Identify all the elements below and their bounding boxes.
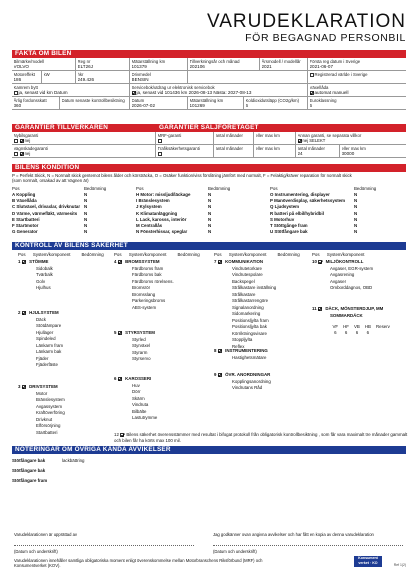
pos-number: 5 (114, 330, 117, 335)
component: Styrarm (132, 349, 148, 355)
value[interactable]: 101379 (131, 64, 147, 69)
note-value: lackbättring (62, 458, 85, 463)
value[interactable]: 2021 (261, 64, 272, 69)
value[interactable]: 6 (245, 103, 249, 108)
checkbox-ja[interactable] (132, 91, 136, 95)
note-label: Stötfångare bak (12, 458, 46, 463)
label: Euroklassning (309, 98, 337, 103)
section-noteringar: NOTERINGAR OM ÖVRIGA KÄNDA AVVIKELSER (12, 446, 406, 454)
kondition-table (12, 186, 406, 244)
tyre-header: VF (332, 324, 339, 329)
section-fakta: FAKTA OM BILEN (12, 50, 406, 58)
item-name: J Kylsystem (136, 204, 162, 210)
system-ovr-anordningar (214, 372, 271, 392)
checkbox-ja[interactable] (298, 139, 302, 143)
label: Nybilsgaranti (13, 133, 39, 138)
component: Styrservo (132, 356, 151, 361)
component: Bilbälte (132, 408, 147, 414)
component: Hjulhus (36, 285, 51, 290)
pos-number: 3 (18, 384, 21, 389)
label: eller max km (341, 146, 366, 151)
checkbox[interactable] (118, 377, 122, 381)
label: Trafiksäkerhetsgaranti (157, 146, 200, 151)
pos-header: Pos (214, 252, 222, 257)
label: Motoreffekt (13, 72, 35, 77)
value[interactable]: ELT26J (77, 64, 93, 69)
bed-header: Bedömning (208, 186, 231, 191)
label: Drivmedel (131, 72, 151, 77)
checkbox-nej[interactable] (20, 152, 24, 156)
value[interactable]: 360 (13, 103, 22, 108)
component: Vindruta (132, 402, 149, 407)
title-sub: FÖR BEGAGNAD PERSONBIL (245, 32, 406, 44)
item-name: A Koppling (12, 192, 36, 198)
value[interactable]: 202106 (189, 64, 205, 69)
system-heading (18, 259, 53, 266)
checkbox[interactable] (218, 260, 222, 264)
bed-header: Bedömning (277, 252, 300, 257)
kondition-legend (12, 173, 406, 184)
component: Färdbroms bak (132, 272, 162, 277)
system-name: STYRSYSTEM (125, 330, 155, 335)
component: Startbatteri (36, 429, 58, 435)
label: MRF-garanti (157, 133, 182, 138)
bed-header: Bedömning (81, 252, 104, 257)
label: Tillverkningsår och månad (189, 59, 240, 64)
component: Vindrutetorkare (232, 265, 262, 271)
component: Stoppljylta (232, 337, 253, 342)
checkbox[interactable] (120, 433, 124, 437)
component: Styrväxel (132, 343, 151, 348)
item-grade: N (84, 210, 88, 216)
label: Mätarställning km (131, 59, 166, 64)
item-name: I Bränslesystem (136, 198, 170, 204)
pos-header: Pos (136, 186, 144, 191)
tyre-value[interactable]: 6 (344, 330, 348, 335)
value: automat manuell (314, 90, 349, 95)
system-heading (214, 372, 271, 379)
component: Positionsljylta bak (232, 324, 267, 329)
item-name: B Växellåda (12, 198, 37, 204)
kontroll-header-1 (18, 252, 104, 259)
item-name: F Startmotor (12, 222, 39, 228)
item-name: U Stötfångare bak (270, 229, 308, 235)
item-grade: N (354, 204, 358, 210)
footer-disclaimer: Varudeklarationen innehåller samtliga obligatoriska moment enligt överenskommelse mellan Motorbranschens Riksförbund (MRF) och Konsumentverket (KOV). (14, 558, 263, 568)
sys-header: System/komponent (326, 252, 365, 257)
pos-number: 8 (214, 348, 217, 353)
item-grade: N (208, 198, 212, 204)
pos-number: 7 (214, 259, 217, 264)
tyre-value[interactable] (373, 330, 392, 336)
component: Motor (36, 390, 48, 396)
component: Hastighetsmätare (232, 354, 267, 360)
fakta-grid (12, 58, 406, 110)
value: nej (24, 151, 31, 156)
item-name: E Startbatteri (12, 216, 40, 222)
note-label: Stötfångare bak (12, 468, 46, 473)
system-name: STÖMME (29, 259, 49, 264)
annan-options (298, 138, 405, 143)
checkbox-ja[interactable] (14, 139, 18, 143)
component: Skärm (132, 395, 145, 401)
item-name: R batteri på elbil/hybridbil (270, 210, 324, 216)
value[interactable]: 249.426 (77, 77, 95, 82)
date-signature-right: (Datum och underskrift) (213, 549, 257, 554)
system-instrumentering (214, 348, 268, 361)
garanti-grid (12, 132, 406, 158)
component: Lastutrymme (132, 415, 158, 420)
item-name: H Motor: missljud/läckage (136, 192, 191, 198)
item-grade: N (84, 216, 88, 222)
item-grade: N (208, 222, 212, 228)
approval-label: Jag godkänner ovan angivna avvikelser och har fått en kopia av denna varudeklaration (213, 532, 374, 537)
label: Servicebok/utdrag ur elektronisk servicebok (131, 85, 215, 90)
kondition-item[interactable] (136, 229, 228, 235)
label: Reg nr (77, 59, 91, 64)
component: Dörr (132, 389, 141, 394)
tyre-type: SOMMARDÄCK (330, 312, 363, 318)
value[interactable]: 6 (309, 103, 313, 108)
checkbox[interactable] (22, 311, 26, 315)
item-grade: N (84, 222, 88, 228)
label: Årsmodell / modellår (261, 59, 301, 64)
checkbox[interactable] (118, 331, 122, 335)
kondition-col-b (136, 186, 231, 235)
item-name: G Generator (12, 229, 38, 235)
kontroll-header-4 (312, 252, 365, 259)
checkbox[interactable] (218, 349, 222, 353)
label: Första reg datum i Sverige (309, 59, 361, 64)
value[interactable]: 2021-06-07 (309, 64, 333, 69)
checkbox-ja[interactable] (14, 91, 18, 95)
checkbox[interactable] (318, 260, 322, 264)
label: Vagnskadegaranti (13, 146, 48, 151)
system-karosseri (114, 376, 157, 422)
tyre-table (330, 324, 392, 336)
system-name: INSTRUMENTERING (225, 348, 268, 353)
title-main: VARUDEKLARATION (206, 11, 406, 32)
component: Vindrutans Råd (232, 385, 263, 390)
system-drivsystem (18, 384, 65, 436)
system-name: DRIVSYSTEM (29, 384, 58, 389)
system-kommunikation (214, 259, 276, 350)
tyre-value[interactable]: 6 (355, 330, 359, 335)
item-grade: N (208, 229, 212, 235)
value: ja, senast vid 101436 km 2026-08-13 Nästa: 2027-08-13 (136, 90, 252, 95)
item-name: Q Ljudsystem (270, 204, 300, 210)
component: Parkeringsbroms (132, 298, 166, 303)
component: Strålkastarrengöre (232, 298, 269, 303)
component: Elförsörjning (36, 423, 61, 428)
item-grade: N (208, 210, 212, 216)
system-sakerhet-protokoll (114, 432, 408, 443)
legend-text-2: (som normalt, orsakad av att Vagnen är) (12, 178, 89, 184)
checkbox[interactable] (218, 373, 222, 377)
item-grade: N (354, 192, 358, 198)
component: Kopplingsanordning (232, 378, 271, 384)
tyre-value[interactable]: 6 (366, 330, 370, 335)
item-grade: N (84, 192, 88, 198)
value[interactable]: 24 (297, 151, 303, 156)
bed-header: Bedömning (354, 186, 377, 191)
component: Positionsljylta fram (232, 317, 269, 323)
tyre-header: VB (353, 324, 360, 329)
system-heading (312, 306, 383, 313)
system-dack (312, 306, 383, 319)
pos-number: 6 (114, 376, 117, 381)
konsumentverket-logo: Konsument verket · KO (354, 556, 382, 567)
value[interactable]: 186 (13, 77, 22, 82)
note-row[interactable] (12, 456, 406, 466)
checkbox[interactable] (158, 139, 162, 143)
prepared-by-label: Varudeklarationen är upprättad av (14, 532, 78, 537)
value[interactable]: 101269 (189, 103, 205, 108)
component: Backspegel (232, 278, 255, 284)
item-grade: N (84, 204, 88, 210)
item-grade: N (354, 222, 358, 228)
tyre-header: Reserv (375, 324, 390, 329)
component: Sidobalk (36, 265, 53, 271)
component: Däck (36, 316, 47, 322)
component: Färdbroms rörelsens. (132, 278, 174, 284)
value[interactable]: 30000 (341, 151, 355, 156)
component: Bränslesystem (36, 397, 65, 402)
pos-number: 11 (312, 306, 317, 311)
tyre-value[interactable]: 6 (334, 330, 337, 335)
component: Körriktningsvisare (232, 330, 267, 336)
item-name: S Motorhuv (270, 216, 295, 222)
section-garanti-tillverkaren: GARANTIER TILLVERKAREN (12, 124, 158, 132)
signature-line-left[interactable] (14, 545, 194, 546)
item-name: C Slutväxel, drivaxlar, drivknutar (12, 204, 81, 210)
component: Länkarm bak (36, 349, 62, 354)
pos-header: Pos (12, 186, 20, 191)
component: Spindeled (36, 336, 56, 341)
label: antal månader (297, 146, 325, 151)
item-name: K Klimatanläggning (136, 210, 178, 216)
system-heading (214, 348, 268, 355)
system-heading (18, 310, 63, 317)
pos-header: Pos (312, 252, 320, 257)
pos-number: 2 (18, 310, 21, 315)
checkbox-ja[interactable] (14, 152, 18, 156)
tyre-value-row (330, 330, 392, 336)
component: Styrled (132, 336, 146, 342)
pos-number: 9 (214, 372, 217, 377)
label: Registrerad världe i Sverige (314, 72, 368, 77)
component: Kraftöverföring (36, 410, 65, 415)
item-grade: N (84, 198, 88, 204)
item-grade: N (208, 192, 212, 198)
component: Länkarm fram (36, 342, 64, 348)
label: eller max km (255, 146, 280, 151)
label: Koldioxidutsläpp (CO2g/km) (245, 98, 299, 103)
component: Avgasrening (330, 272, 355, 277)
value[interactable]: VOLVO (13, 64, 29, 69)
kontroll-header-3 (214, 252, 300, 259)
component: Stötdämpare (36, 323, 62, 328)
item-grade: N (354, 198, 358, 204)
system-name: MILJÖKONTROLL (325, 259, 364, 264)
kondition-item[interactable] (12, 229, 104, 235)
statement: Bilens säkerhet överensstämmer med resultat i bifogat protokoll från obligatorisk kontrollbesiktning , som får vara maximalt tre månader gammalt och bilen får ha körts max 100 mil. (114, 432, 408, 443)
date-signature-left: (Datum och underskrift) (14, 549, 58, 554)
component: Fjäderfäste (36, 362, 58, 367)
note-row[interactable] (12, 466, 406, 476)
pos-header: Pos (270, 186, 278, 191)
value: nej SELEKT (302, 138, 326, 143)
label: antal månader (215, 133, 243, 138)
signature-line-right[interactable] (213, 545, 403, 546)
label: Växellåda (309, 85, 329, 90)
kondition-col-a (12, 186, 107, 235)
checkbox-nej[interactable] (20, 139, 24, 143)
noteringar-list (12, 456, 406, 486)
value: ja, senast vid km Datum (18, 90, 68, 95)
item-grade: N (84, 229, 88, 235)
value[interactable]: 2026-07-02 (131, 103, 155, 108)
kondition-col-c (270, 186, 377, 235)
component: Golv (36, 278, 46, 284)
label: hkr (77, 72, 84, 77)
label: Datum (131, 98, 145, 103)
label: kW (43, 72, 50, 77)
mrf-options (158, 138, 212, 143)
pos-number: 10 (312, 259, 317, 264)
component: Tvärbalk (36, 272, 53, 277)
item-grade: N (208, 216, 212, 222)
system-name: BROMSSYSTEM (125, 259, 160, 264)
value[interactable]: BENSIN (131, 77, 149, 82)
checkbox[interactable] (22, 260, 26, 264)
item-grade: N (354, 229, 358, 235)
system-bromssystem (114, 259, 174, 311)
component: Bromsslang (132, 291, 156, 297)
component: Vindrutespolare (232, 272, 263, 277)
system-name: KAROSSERI (125, 376, 152, 381)
value: nej (24, 138, 31, 143)
label: Annan garanti, se separata villkor (297, 133, 362, 138)
gearbox-options (310, 90, 405, 96)
label: Mätarställning km (189, 98, 224, 103)
servicebook-options (132, 90, 306, 96)
item-grade: N (208, 204, 212, 210)
timing-belt-options (14, 90, 128, 96)
component: Drivknut (36, 416, 53, 422)
label: Bilmärke/modell (13, 59, 45, 64)
system-miljokontroll (312, 259, 373, 292)
nybils-options (14, 138, 154, 143)
page-ref: Ref 1(2) (393, 563, 406, 567)
item-grade: N (354, 210, 358, 216)
section-kondition: BILENS KONDITION (12, 164, 406, 172)
component: Reflex (232, 343, 245, 349)
system-stomme (18, 259, 53, 292)
label: antal månader (215, 146, 243, 151)
checkbox[interactable] (118, 260, 122, 264)
checkbox[interactable] (158, 152, 162, 156)
kondition-item[interactable] (270, 229, 374, 235)
note-label: Stötfångare fram (12, 478, 48, 483)
legend-text: P = Perfekt Skick, N = Normalt skick gentemot bilens ålder och körsträcka, O = Osäker funktion/viss förslitning jämfört med normalt, F = Felaktig/kräver reparation för normalt skick (12, 173, 352, 178)
sys-header: System/komponent (32, 252, 71, 257)
label: eller max km (255, 133, 280, 138)
component: Sidomarkering (232, 311, 261, 316)
system-heading (114, 376, 157, 383)
pos-header: Pos (114, 252, 122, 257)
checkbox-automat[interactable] (310, 91, 314, 95)
checkbox[interactable] (318, 307, 322, 311)
item-name: L Lack, karosss, interiör (136, 216, 187, 222)
component: Färdbroms fram (132, 265, 164, 271)
system-heading (114, 330, 155, 337)
pos-number: 1 (18, 259, 21, 264)
tyre-header: HB (364, 324, 371, 329)
label: Årlig fordonsskatt (13, 98, 47, 103)
component: Omborddagnos, OBD (330, 285, 373, 290)
form-title (207, 12, 406, 44)
system-hjulsystem (18, 310, 63, 369)
sys-header: System/komponent (228, 252, 267, 257)
component: Hjullager (36, 329, 54, 335)
pos-header: Pos (18, 252, 26, 257)
bed-header: Bedömning (177, 252, 200, 257)
item-name: P Manöverdisplay, säkerhetssystem (270, 198, 346, 204)
checkbox[interactable] (22, 385, 26, 389)
component: Fjäder (36, 355, 49, 361)
registered-value-checkbox[interactable] (310, 72, 405, 77)
pos-number: 4 (114, 259, 117, 264)
component: Huv (132, 382, 140, 388)
system-styrsystem (114, 330, 155, 363)
item-grade: N (354, 216, 358, 222)
component: Avgaser, EGR-system (330, 265, 374, 271)
component: Bromsrör (132, 285, 151, 290)
system-name: HJULSYSTEM (29, 310, 59, 315)
label: Datum senaste kontrollbesiktning (61, 98, 125, 103)
item-name: D Värme, värmefläkt, värmesits (12, 210, 78, 216)
component: Strålkastare (232, 291, 256, 297)
note-row[interactable] (12, 476, 406, 486)
item-name: O Instrumentering, displayer (270, 192, 330, 198)
checkbox[interactable] (310, 73, 314, 77)
component: Strålkastare inställning (232, 285, 277, 290)
item-name: T Stöttgånge fram (270, 222, 308, 228)
item-name: N Fönsterhissar, speglar (136, 229, 188, 235)
trafik-options (158, 151, 212, 156)
component: Signalanordning (232, 304, 264, 310)
component: Avgaser (330, 278, 347, 284)
pos-number: 12 (114, 432, 119, 437)
section-kontroll: KONTROLL AV BILENS SÄKERHET (12, 242, 406, 250)
system-name: DÄCK, MÖNSTERDJUP, MM (325, 306, 384, 311)
label: Kamrem bytt (13, 85, 38, 90)
vagnskade-options (14, 151, 154, 156)
tyre-header: HF (343, 324, 349, 329)
system-name: ÖVR. ANORDNINGAR (225, 372, 271, 377)
kontroll-header-2 (114, 252, 200, 259)
component: Avgassystem (36, 403, 63, 409)
section-garanti-salj: GARANTIER SÄLJFÖRETAGET (156, 124, 406, 132)
system-name: KOMMUNIKATION (225, 259, 264, 264)
sys-header: System/komponent (128, 252, 167, 257)
component: ABS-system (132, 304, 157, 310)
bed-header: Bedömning (84, 186, 107, 191)
item-name: M Centrallås (136, 222, 163, 228)
